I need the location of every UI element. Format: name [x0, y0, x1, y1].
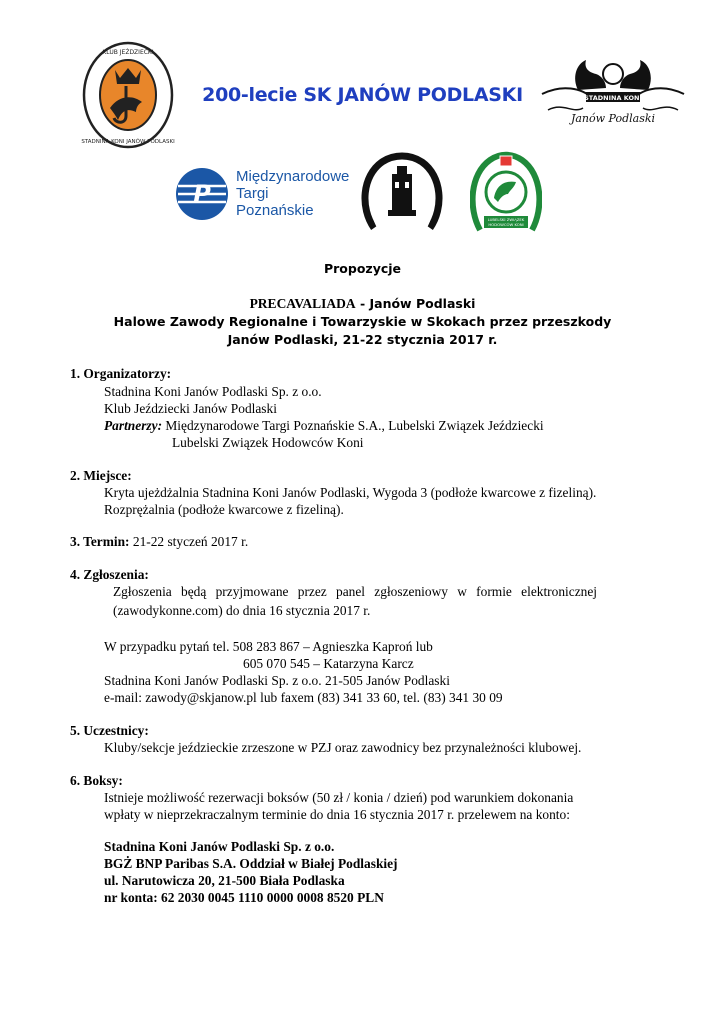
boxes-line: Istnieje możliwość rezerwacji boksów (50 zł / konia / dzień) pod warunkiem dokonania [104, 790, 574, 805]
entries-line: Zgłoszenia będą przyjmowane przez panel zgłoszeniowy w formie elektronicznej [113, 584, 597, 599]
propozycje-heading: Propozycje [323, 261, 402, 276]
partners-line: Lubelski Związek Hodowców Koni [172, 435, 364, 450]
mtp-logo [174, 164, 354, 224]
partners-text: Międzynarodowe Targi Poznańskie S.A., Lubelski Związek Jeździecki [162, 418, 544, 433]
organizer-line: Klub Jeździecki Janów Podlaski [104, 401, 277, 416]
svg-text:Poznańskie: Poznańskie [236, 202, 314, 219]
page-title: 200-lecie SK JANÓW PODLASKI [202, 84, 523, 106]
event-title [0, 296, 725, 312]
term-line [70, 533, 248, 551]
event-date: Janów Podlaski, 21-22 stycznia 2017 r. [227, 332, 498, 347]
svg-text:HODOWCÓW KONI: HODOWCÓW KONI [488, 222, 524, 227]
event-subtitle: Halowe Zawody Regionalne i Towarzyskie w Skokach przez przeszkody [113, 314, 612, 329]
place-line: Rozprężalnia (podłoże kwarcowe z fizeliną). [104, 502, 344, 517]
horseshoe-logo [360, 152, 444, 234]
contact-line: 605 070 545 – Katarzyna Karcz [243, 656, 414, 671]
term-text: 21-22 styczeń 2017 r. [129, 534, 249, 549]
participants-line: Kluby/sekcje jeździeckie zrzeszone w PZJ oraz zawodnicy bez przynależności klubowej. [104, 740, 582, 755]
partners-line [104, 417, 544, 435]
contact-line: Stadnina Koni Janów Podlaski Sp. z o.o. 21-505 Janów Podlaski [104, 673, 450, 688]
svg-text:Targi: Targi [236, 185, 269, 202]
organizer-line: Stadnina Koni Janów Podlaski Sp. z o.o. [104, 384, 322, 399]
svg-text:Międzynarodowe: Międzynarodowe [236, 168, 350, 185]
svg-text:STADNINA KONI JANÓW PODLASKI: STADNINA KONI JANÓW PODLASKI [81, 139, 175, 145]
term-heading: 3. Termin: [70, 534, 130, 549]
event-name: PRECAVALIADA [249, 296, 356, 311]
contact-line: W przypadku pytań tel. 508 283 867 – Agnieszka Kaproń lub [104, 639, 433, 654]
place-line: Kryta ujeżdżalnia Stadnina Koni Janów Podlaski, Wygoda 3 (podłoże kwarcowe z fizeliną). [104, 485, 597, 500]
entries-line: (zawodykonne.com) do dnia 16 stycznia 2017 r. [113, 603, 371, 618]
entries-heading: 4. Zgłoszenia: [70, 567, 149, 582]
svg-text:LUBELSKI ZWIĄZEK: LUBELSKI ZWIĄZEK [487, 217, 525, 222]
partners-label: Partnerzy: [104, 418, 163, 433]
contact-line: e-mail: zawody@skjanow.pl lub faxem (83) 341 33 60, tel. (83) 341 30 09 [104, 690, 503, 705]
lzhk-logo [470, 150, 542, 234]
boxes-line: wpłaty w nieprzekraczalnym terminie do dnia 16 stycznia 2017 r. przelewem na konto: [104, 807, 570, 822]
bank-line: ul. Narutowicza 20, 21-500 Biała Podlaska [104, 873, 345, 888]
bank-line: BGŻ BNP Paribas S.A. Oddział w Białej Podlaskiej [104, 856, 398, 871]
participants-heading: 5. Uczestnicy: [70, 723, 149, 738]
bank-line: Stadnina Koni Janów Podlaski Sp. z o.o. [104, 839, 335, 854]
bank-account: nr konta: 62 2030 0045 1110 0000 0008 8520 PLN [104, 890, 384, 905]
place-heading: 2. Miejsce: [70, 468, 132, 483]
svg-text:STADNINA KONI: STADNINA KONI [584, 94, 642, 102]
stud-farm-logo [538, 52, 688, 132]
boxes-heading: 6. Boksy: [70, 773, 123, 788]
event-place: - Janów Podlaski [355, 296, 476, 311]
svg-text:KLUB JEŹDZIECKI: KLUB JEŹDZIECKI [102, 49, 154, 56]
svg-text:Janów Podlaski: Janów Podlaski [570, 112, 656, 125]
svg-text:P: P [193, 180, 211, 208]
organizers-heading: 1. Organizatorzy: [70, 366, 172, 381]
